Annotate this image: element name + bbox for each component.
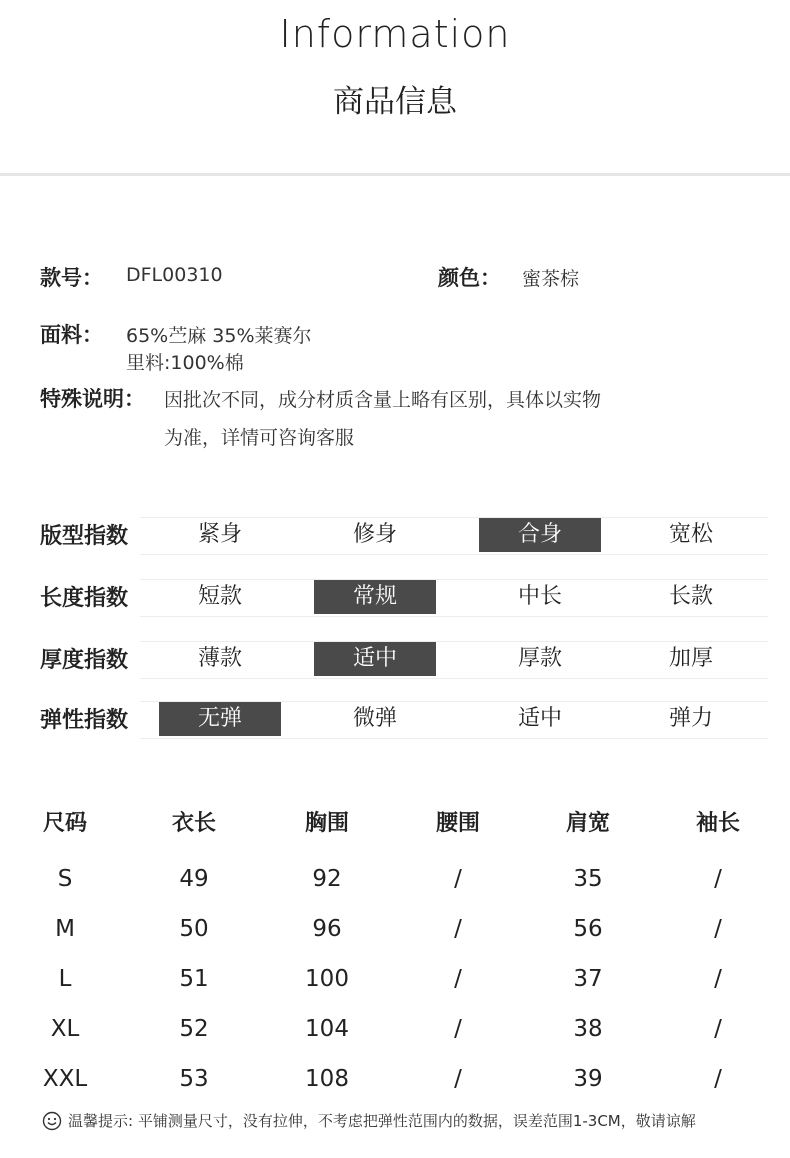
title-english: Information <box>279 12 511 56</box>
table-cell: 49 <box>179 866 209 892</box>
table-cell: / <box>454 866 462 892</box>
scale-row <box>140 701 768 739</box>
fabric-label: 面料： <box>40 323 103 347</box>
table-cell: 52 <box>179 1016 209 1042</box>
scale-option: 微弹 <box>352 706 397 731</box>
table-cell: 35 <box>573 866 603 892</box>
table-header-cell: 衣长 <box>171 811 216 836</box>
scale-title: 版型指数 <box>40 524 129 549</box>
scale-option-selected: 适中 <box>314 642 436 676</box>
special-note-label: 特殊说明： <box>40 387 145 411</box>
scale-row <box>140 579 768 617</box>
table-cell: 108 <box>305 1066 349 1092</box>
scale-option-selected: 合身 <box>479 518 601 552</box>
title-chinese: 商品信息 <box>333 84 457 120</box>
table-cell: 50 <box>179 916 209 942</box>
table-cell: 92 <box>312 866 342 892</box>
table-cell: M <box>55 916 75 942</box>
scale-option: 长款 <box>668 584 713 609</box>
table-cell: 100 <box>305 966 349 992</box>
style-number-label: 款号： <box>40 266 103 290</box>
table-cell: 96 <box>312 916 342 942</box>
scale-option: 适中 <box>517 706 562 731</box>
style-number-value: DFL00310 <box>126 264 223 286</box>
table-cell: 51 <box>179 966 209 992</box>
scale-title: 厚度指数 <box>40 648 129 673</box>
table-cell: S <box>57 866 73 892</box>
scale-option-selected: 无弹 <box>159 702 281 736</box>
scale-option: 中长 <box>517 584 562 609</box>
table-cell: / <box>454 966 462 992</box>
table-cell: L <box>58 966 72 992</box>
table-cell: 39 <box>573 1066 603 1092</box>
scale-option: 弹力 <box>668 706 713 731</box>
scale-option: 修身 <box>352 522 397 547</box>
header-divider <box>0 173 790 176</box>
scale-option: 加厚 <box>668 646 713 671</box>
scale-option: 宽松 <box>668 522 713 547</box>
table-cell: XXL <box>42 1066 88 1092</box>
lining-value: 里料:100%棉 <box>126 352 244 374</box>
scale-title: 长度指数 <box>40 586 129 611</box>
table-cell: / <box>454 1066 462 1092</box>
table-cell: 53 <box>179 1066 209 1092</box>
scale-option: 紧身 <box>197 522 242 547</box>
scale-option-selected: 常规 <box>314 580 436 614</box>
color-value: 蜜茶棕 <box>522 268 580 290</box>
table-cell: / <box>714 966 722 992</box>
table-header-cell: 袖长 <box>695 811 740 836</box>
table-cell: 37 <box>573 966 603 992</box>
scale-row <box>140 641 768 679</box>
scale-option: 短款 <box>197 584 242 609</box>
color-label: 颜色： <box>438 266 501 290</box>
measurement-note <box>42 1110 696 1131</box>
scale-title: 弹性指数 <box>40 708 129 733</box>
table-cell: / <box>454 916 462 942</box>
table-cell: / <box>714 1066 722 1092</box>
special-note-line2: 为准，详情可咨询客服 <box>164 427 355 449</box>
table-cell: 38 <box>573 1016 603 1042</box>
table-cell: / <box>714 1016 722 1042</box>
table-cell: / <box>714 916 722 942</box>
fabric-value: 65%苎麻 35%莱赛尔 <box>126 325 312 347</box>
table-cell: XL <box>50 1016 80 1042</box>
table-header-cell: 肩宽 <box>565 811 610 836</box>
special-note-line1: 因批次不同，成分材质含量上略有区别，具体以实物 <box>164 389 602 411</box>
table-cell: / <box>454 1016 462 1042</box>
table-cell: 56 <box>573 916 603 942</box>
scale-option: 厚款 <box>517 646 562 671</box>
table-cell: 104 <box>305 1016 349 1042</box>
scale-row <box>140 517 768 555</box>
table-cell: / <box>714 866 722 892</box>
table-header-cell: 腰围 <box>435 811 480 836</box>
measurement-note-text: 温馨提示: 平铺测量尺寸，没有拉伸，不考虑把弹性范围内的数据，误差范围1-3CM，敬请谅解 <box>68 1112 696 1130</box>
scale-option: 薄款 <box>197 646 242 671</box>
smile-icon <box>42 1111 62 1131</box>
table-header-cell: 胸围 <box>304 811 349 836</box>
table-header-cell: 尺码 <box>42 811 87 836</box>
